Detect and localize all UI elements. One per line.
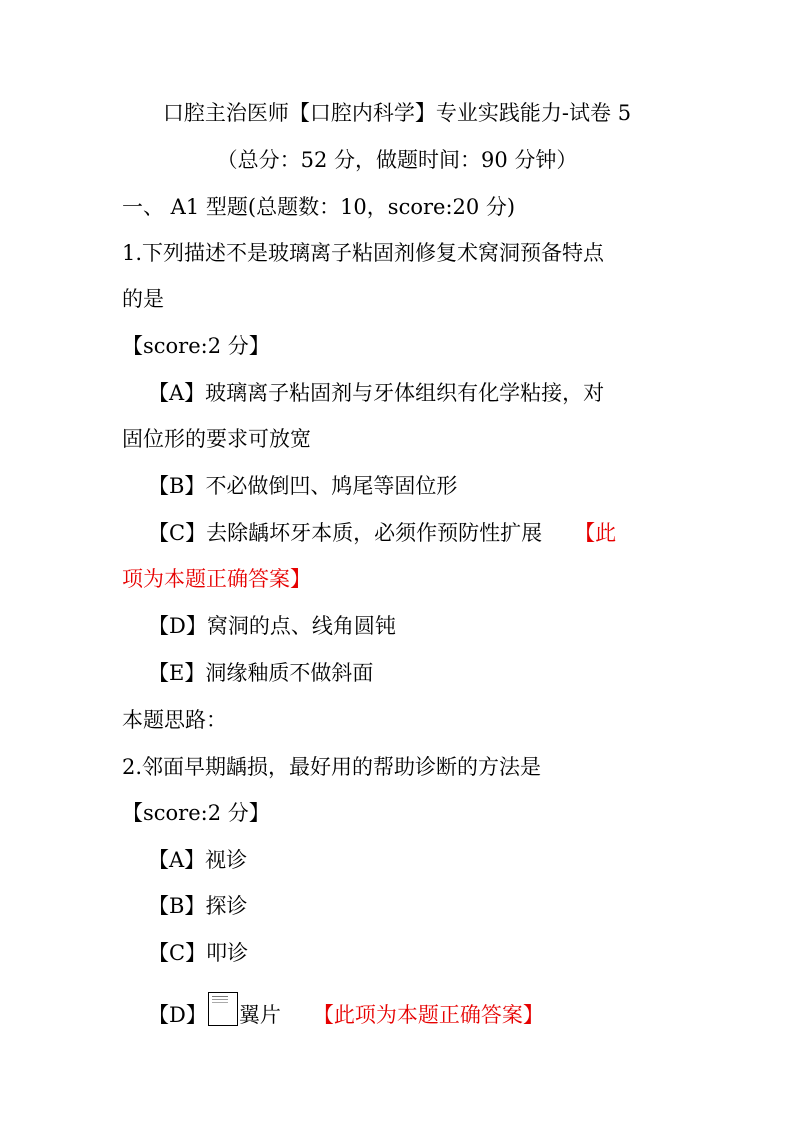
question-2-option-d: [0, 992, 794, 1030]
option-label: 【A】: [148, 381, 206, 405]
option-text: 洞缘釉质不做斜面: [205, 661, 374, 685]
option-label: 【C】: [148, 941, 207, 965]
option-text: 翼片: [238, 1003, 281, 1027]
option-label: 【D】: [148, 614, 207, 638]
question-1-score: 【score:2 分】: [122, 334, 270, 358]
option-text: 叩诊: [206, 941, 249, 965]
option-text: 视诊: [205, 848, 248, 872]
question-2-option-a: [0, 845, 794, 875]
option-label: 【A】: [148, 848, 206, 872]
embedded-image-icon: [208, 992, 238, 1026]
option-label: 【B】: [148, 474, 206, 498]
option-text: 探诊: [205, 894, 248, 918]
question-1-option-a-continued: 固位形的要求可放宽: [122, 427, 311, 451]
option-label: 【E】: [148, 661, 206, 685]
option-label: 【D】: [148, 1003, 207, 1027]
option-text: 不必做倒凹、鸠尾等固位形: [205, 474, 458, 498]
question-2-option-c: [0, 938, 794, 968]
option-text: 窝洞的点、线角圆钝: [206, 614, 396, 638]
exam-meta: （总分：52 分，做题时间：90 分钟）: [216, 148, 578, 172]
page-title: 口腔主治医师【口腔内科学】专业实践能力-试卷 5: [162, 101, 632, 125]
option-label: 【C】: [148, 521, 207, 545]
question-1-stem-continued: 的是: [122, 287, 164, 311]
question-1-option-e: [0, 658, 794, 688]
question-2-stem: 2.邻面早期龋损，最好用的帮助诊断的方法是: [122, 755, 542, 779]
correct-answer-marker: 【此: [574, 521, 617, 545]
question-2-score: 【score:2 分】: [122, 801, 270, 825]
question-1-explanation: 本题思路：: [122, 708, 227, 732]
section-heading: 一、 A1 型题(总题数：10，score:20 分): [122, 195, 516, 219]
question-1-option-b: [0, 471, 794, 501]
question-1-stem: 1.下列描述不是玻璃离子粘固剂修复术窝洞预备特点: [122, 241, 605, 265]
correct-answer-marker: 【此项为本题正确答案】: [312, 1003, 544, 1027]
question-1-option-c: [0, 518, 794, 548]
option-text: 玻璃离子粘固剂与牙体组织有化学粘接，对: [205, 381, 605, 405]
option-text: 去除龋坏牙本质，必须作预防性扩展: [206, 521, 543, 545]
question-1-option-a: [0, 378, 794, 408]
option-label: 【B】: [148, 894, 206, 918]
question-2-option-b: [0, 891, 794, 921]
correct-answer-marker-continued: 项为本题正确答案】: [122, 567, 311, 591]
question-1-option-d: [0, 611, 794, 641]
